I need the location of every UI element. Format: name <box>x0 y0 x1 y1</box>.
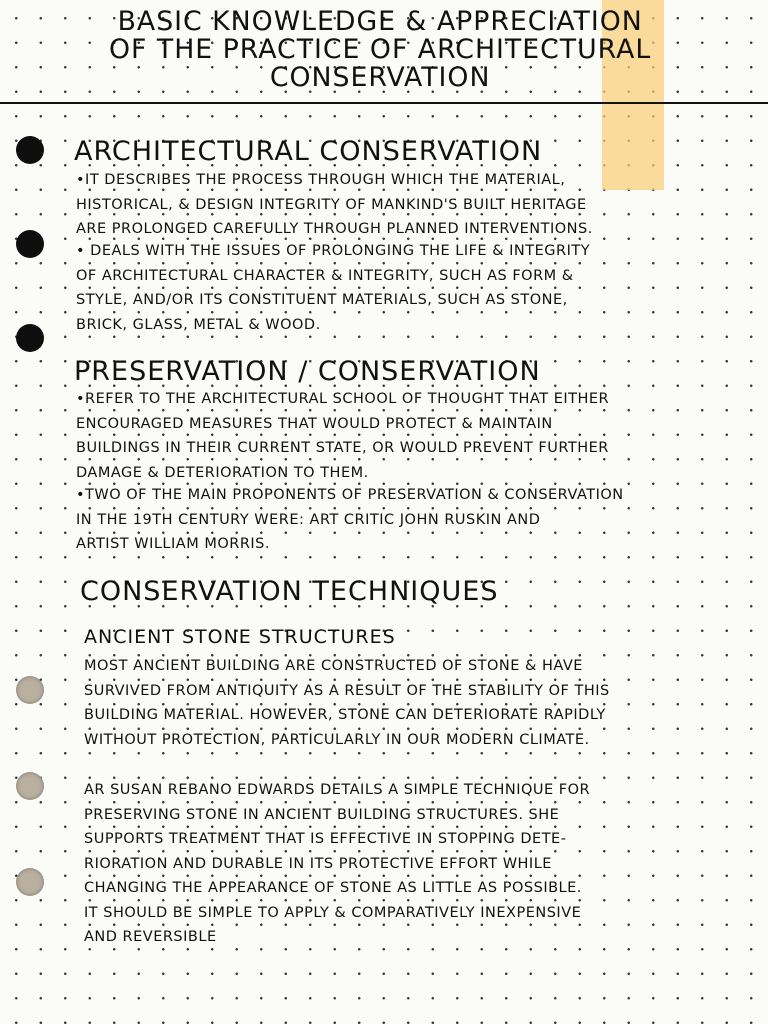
text-line: ARTIST WILLIAM MORRIS. <box>76 536 270 552</box>
text-line: HISTORICAL, & DESIGN INTEGRITY OF MANKIND'S BUILT HERITAGE <box>76 196 587 213</box>
text-line: •IT DESCRIBES THE PROCESS THROUGH WHICH THE MATERIAL, <box>76 172 566 188</box>
title-line-2: OF THE PRACTICE OF ARCHITECTURAL <box>109 34 652 65</box>
text-line: BUILDINGS IN THEIR CURRENT STATE, OR WOULD PREVENT FURTHER <box>76 440 609 456</box>
section-heading-conservation-techniques: CONSERVATION TECHNIQUES <box>80 576 499 607</box>
ancient-stone-paragraph <box>84 654 610 752</box>
text-line: SUPPORTS TREATMENT THAT IS EFFECTIVE IN STOPPING DETE- <box>84 831 567 847</box>
title-divider <box>0 102 768 104</box>
stone-preservation-paragraph <box>84 778 590 950</box>
binder-hole <box>16 230 44 258</box>
text-line: ARE PROLONGED CAREFULLY THROUGH PLANNED INTERVENTIONS. <box>76 221 593 237</box>
text-line: RIORATION AND DURABLE IN ITS PROTECTIVE EFFORT WHILE <box>84 855 552 872</box>
text-line: ENCOURAGED MEASURES THAT WOULD PROTECT & MAINTAIN <box>76 415 553 432</box>
text-line: IN THE 19TH CENTURY WERE: ART CRITIC JOHN RUSKIN AND <box>76 511 541 528</box>
binder-hole <box>16 868 44 896</box>
page-title <box>0 8 768 92</box>
title-line-1: BASIC KNOWLEDGE & APPRECIATION <box>117 6 643 37</box>
binder-hole <box>16 772 44 800</box>
text-line: AR SUSAN REBANO EDWARDS DETAILS A SIMPLE TECHNIQUE FOR <box>84 782 591 798</box>
text-line: CHANGING THE APPEARANCE OF STONE AS LITTLE AS POSSIBLE. <box>84 880 582 896</box>
text-line: AND REVERSIBLE <box>84 929 217 945</box>
text-line: IT SHOULD BE SIMPLE TO APPLY & COMPARATIVELY INEXPENSIVE <box>84 904 582 921</box>
preservation-bullet-1 <box>76 387 609 485</box>
text-line: PRESERVING STONE IN ANCIENT BUILDING STRUCTURES. SHE <box>84 806 560 823</box>
binder-hole <box>16 324 44 352</box>
text-line: SURVIVED FROM ANTIQUITY AS A RESULT OF THE STABILITY OF THIS <box>84 682 610 699</box>
binder-hole <box>16 676 44 704</box>
section-heading-architectural-conservation: ARCHITECTURAL CONSERVATION <box>74 136 543 167</box>
text-line: STYLE, AND/OR ITS CONSTITUENT MATERIALS, SUCH AS STONE, <box>76 292 568 308</box>
preservation-bullet-2 <box>76 483 624 557</box>
binder-hole <box>16 136 44 164</box>
text-line: BUILDING MATERIAL. HOWEVER, STONE CAN DETERIORATE RAPIDLY <box>84 707 606 723</box>
architectural-bullet-2 <box>76 239 590 337</box>
text-line: WITHOUT PROTECTION, PARTICULARLY IN OUR MODERN CLIMATE. <box>84 731 590 748</box>
text-line: •TWO OF THE MAIN PROPONENTS OF PRESERVATION & CONSERVATION <box>76 487 624 503</box>
subheading-ancient-stone-structures: ANCIENT STONE STRUCTURES <box>84 626 396 648</box>
architectural-bullet-1 <box>76 168 593 242</box>
text-line: DAMAGE & DETERIORATION TO THEM. <box>76 464 369 481</box>
title-line-3: CONSERVATION <box>269 62 491 93</box>
section-heading-preservation-conservation: PRESERVATION / CONSERVATION <box>74 356 541 387</box>
text-line: • DEALS WITH THE ISSUES OF PROLONGING THE LIFE & INTEGRITY <box>76 243 591 259</box>
text-line: BRICK, GLASS, METAL & WOOD. <box>76 316 321 333</box>
text-line: MOST ANCIENT BUILDING ARE CONSTRUCTED OF STONE & HAVE <box>84 658 583 674</box>
text-line: •REFER TO THE ARCHITECTURAL SCHOOL OF THOUGHT THAT EITHER <box>76 391 610 407</box>
text-line: OF ARCHITECTURAL CHARACTER & INTEGRITY, SUCH AS FORM & <box>76 267 574 284</box>
